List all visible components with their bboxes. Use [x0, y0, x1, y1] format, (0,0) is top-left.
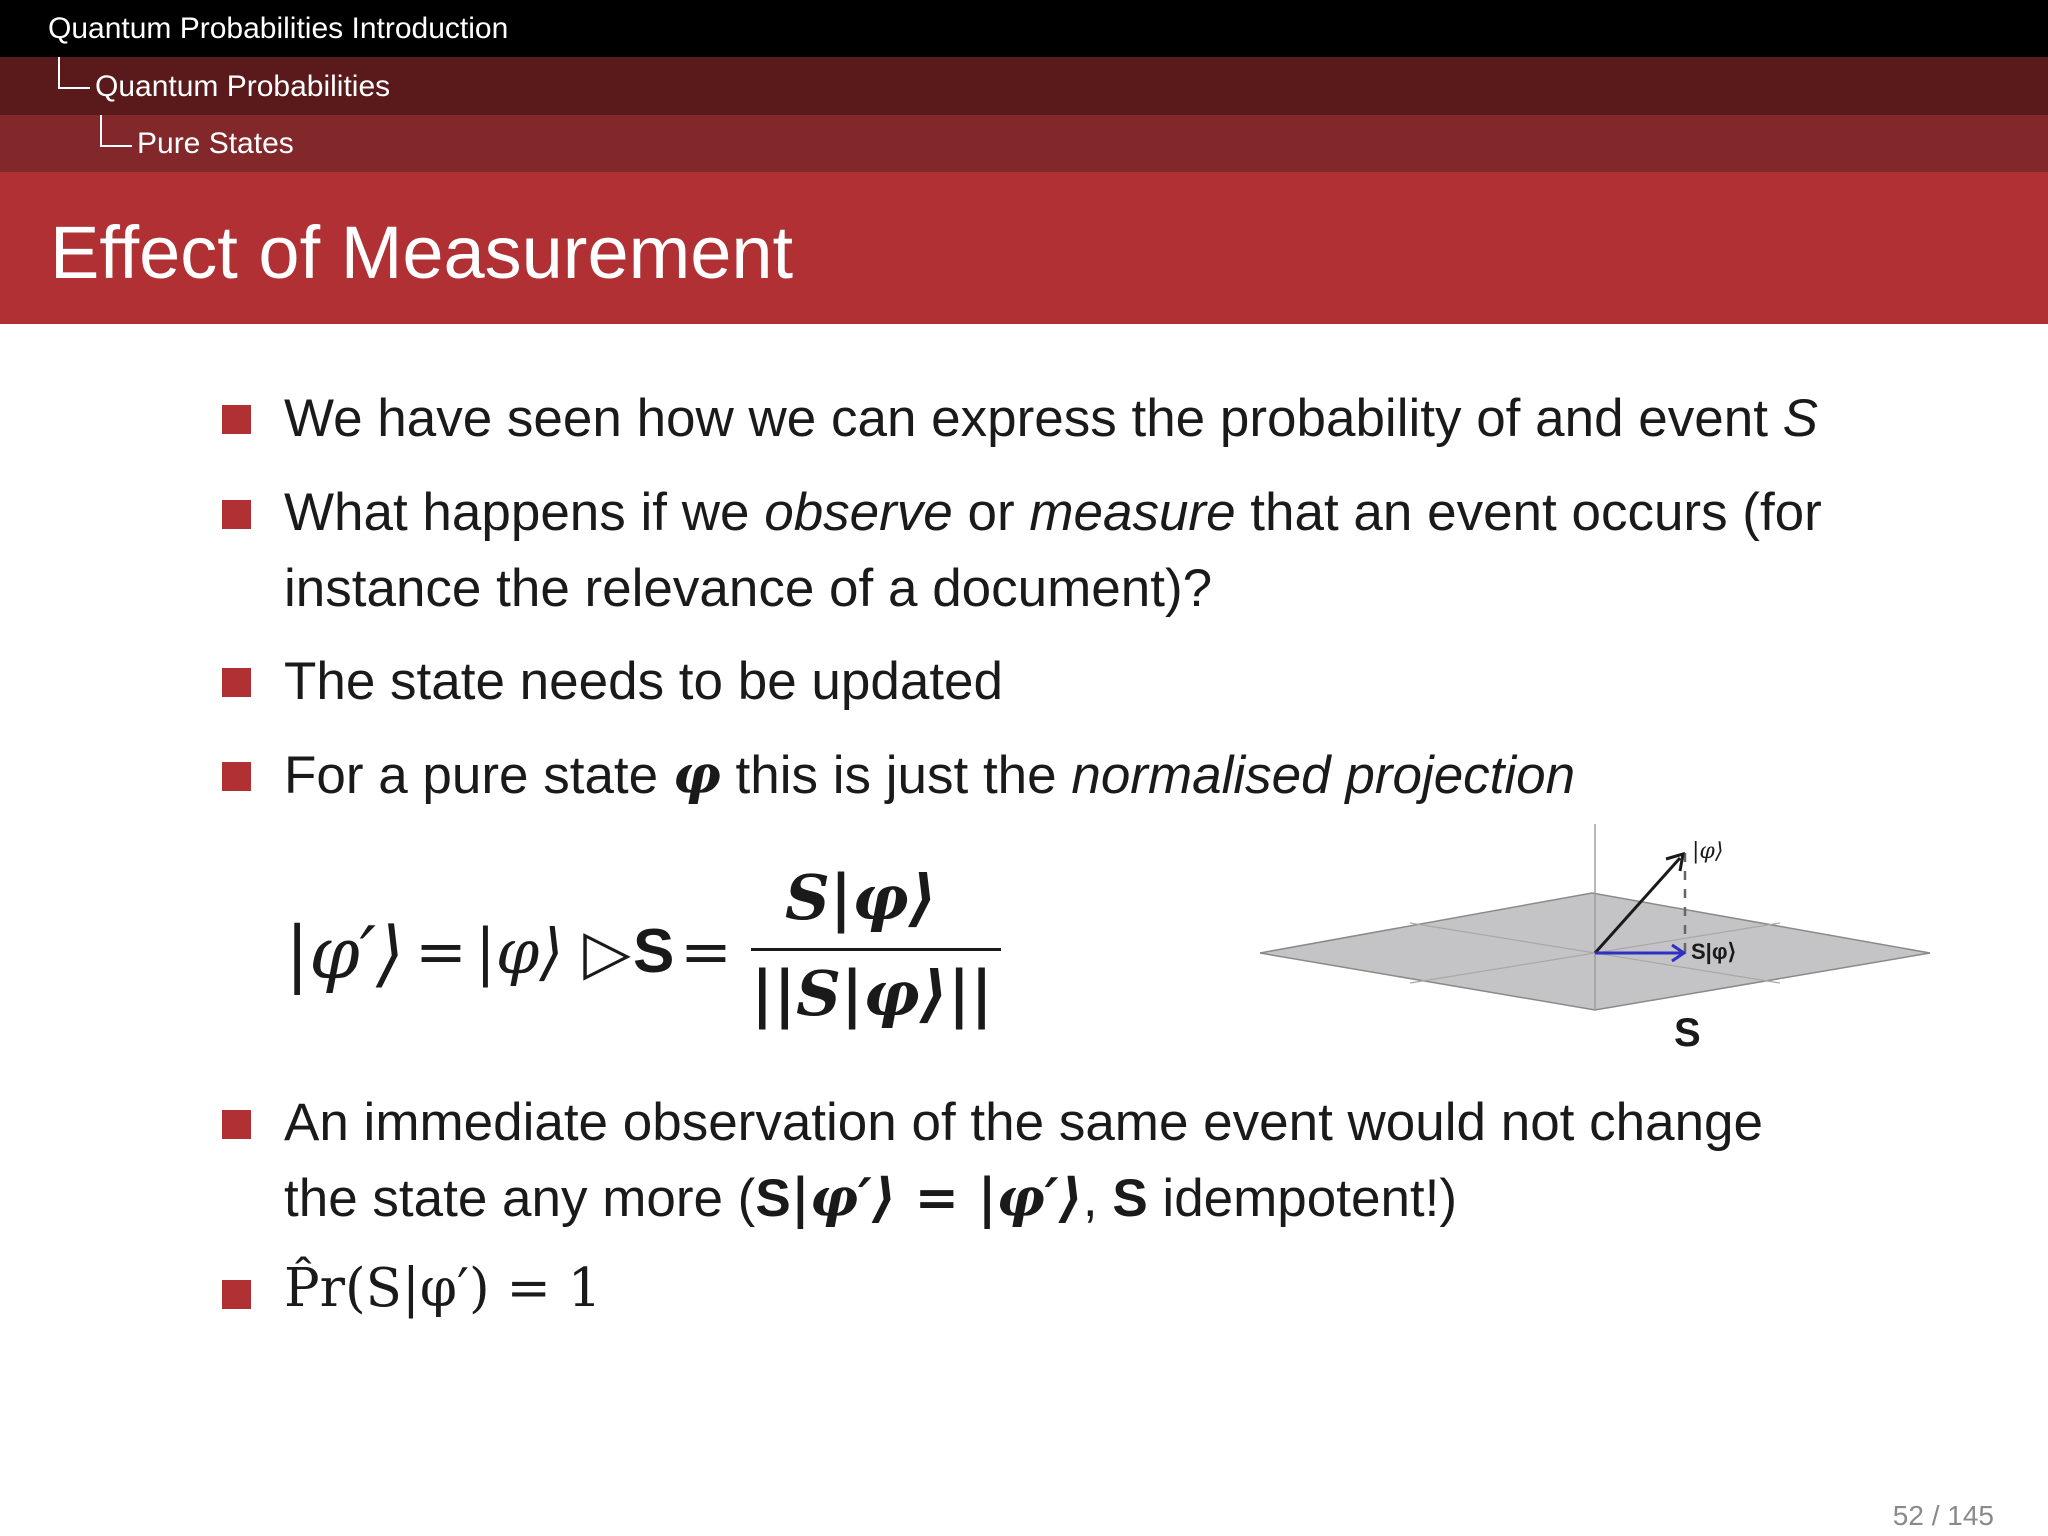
bullet-4-var-phi: φ	[672, 744, 721, 806]
bullet-marker	[222, 1280, 251, 1309]
equation-numerator: S|φ⟩	[785, 861, 937, 934]
breadcrumb-level-1-label: Quantum Probabilities Introduction	[48, 12, 509, 45]
bullet-5-line-2	[284, 1167, 1458, 1229]
bullet-5-s-operator: S	[1112, 1169, 1148, 1228]
equation-mid: |φ⟩ ▷	[475, 915, 631, 988]
bullet-2-line-2: instance the relevance of a document)?	[284, 559, 1213, 618]
bullet-5-math: |φ′⟩ = |φ′⟩	[790, 1167, 1083, 1229]
bullet-marker	[222, 1110, 251, 1139]
bullet-5-text-part: idempotent!)	[1147, 1169, 1458, 1228]
projection-equation	[285, 845, 993, 1045]
tree-connector-icon	[100, 115, 132, 147]
bullet-5-s-operator: S	[755, 1169, 791, 1228]
slide-title: Effect of Measurement	[50, 211, 794, 294]
breadcrumb-level-2-label: Quantum Probabilities	[95, 70, 391, 103]
equation-denominator: ||S|φ⟩||	[751, 957, 993, 1030]
bullet-2-emph-observe: observe	[764, 483, 953, 542]
bullet-marker	[222, 500, 251, 529]
breadcrumb-level-2[interactable]	[0, 57, 2048, 115]
bullet-4-text-part: this is just the	[720, 746, 1072, 805]
bullet-3-text: The state needs to be updated	[284, 652, 1003, 711]
bullet-marker	[222, 668, 251, 697]
phi-label: |φ⟩	[1692, 839, 1724, 864]
bullet-4-emph-projection: normalised projection	[1071, 746, 1576, 805]
bullet-1-text-part: We have seen how we can express the probability of and event	[284, 389, 1783, 448]
bullet-2-line-1	[284, 483, 1822, 542]
equation-equals: =	[680, 915, 732, 988]
equation-s-operator: S	[633, 917, 675, 986]
slide-title-bar	[0, 172, 2048, 324]
bullet-5-text-part: the state any more (	[284, 1169, 756, 1228]
bullet-marker	[222, 405, 251, 434]
equation-equals: =	[415, 915, 467, 988]
equation-lhs: |φ′⟩	[285, 911, 405, 995]
bullet-2-text-part: What happens if we	[284, 483, 765, 542]
projection-label: S|φ⟩	[1691, 939, 1737, 964]
bullet-marker	[222, 762, 251, 791]
bullet-2-emph-measure: measure	[1029, 483, 1236, 542]
bullet-5-text-part: ,	[1082, 1169, 1113, 1228]
bullet-2-text-part: that an event occurs (for	[1235, 483, 1822, 542]
breadcrumb-level-3[interactable]	[0, 115, 2048, 172]
page-number: 52 / 145	[1892, 1500, 1994, 1531]
tree-connector-icon	[58, 57, 90, 89]
breadcrumb-level-3-label: Pure States	[137, 127, 294, 160]
bullet-6-formula: P̂r(S|φ′) = 1	[284, 1258, 602, 1319]
bullet-1-var-s: S	[1782, 389, 1819, 448]
fraction-bar	[751, 948, 1001, 951]
bullet-4-text	[284, 744, 1576, 806]
plane-label: S	[1674, 1011, 1701, 1055]
projection-figure	[1255, 820, 1935, 1060]
bullet-4-text-part: For a pure state	[284, 746, 673, 805]
bullet-2-text-part: or	[952, 483, 1030, 542]
bullet-5-line-1: An immediate observation of the same event would not change	[284, 1093, 1764, 1152]
bullet-1-text	[284, 389, 1819, 448]
breadcrumb-level-1[interactable]	[0, 0, 2048, 57]
